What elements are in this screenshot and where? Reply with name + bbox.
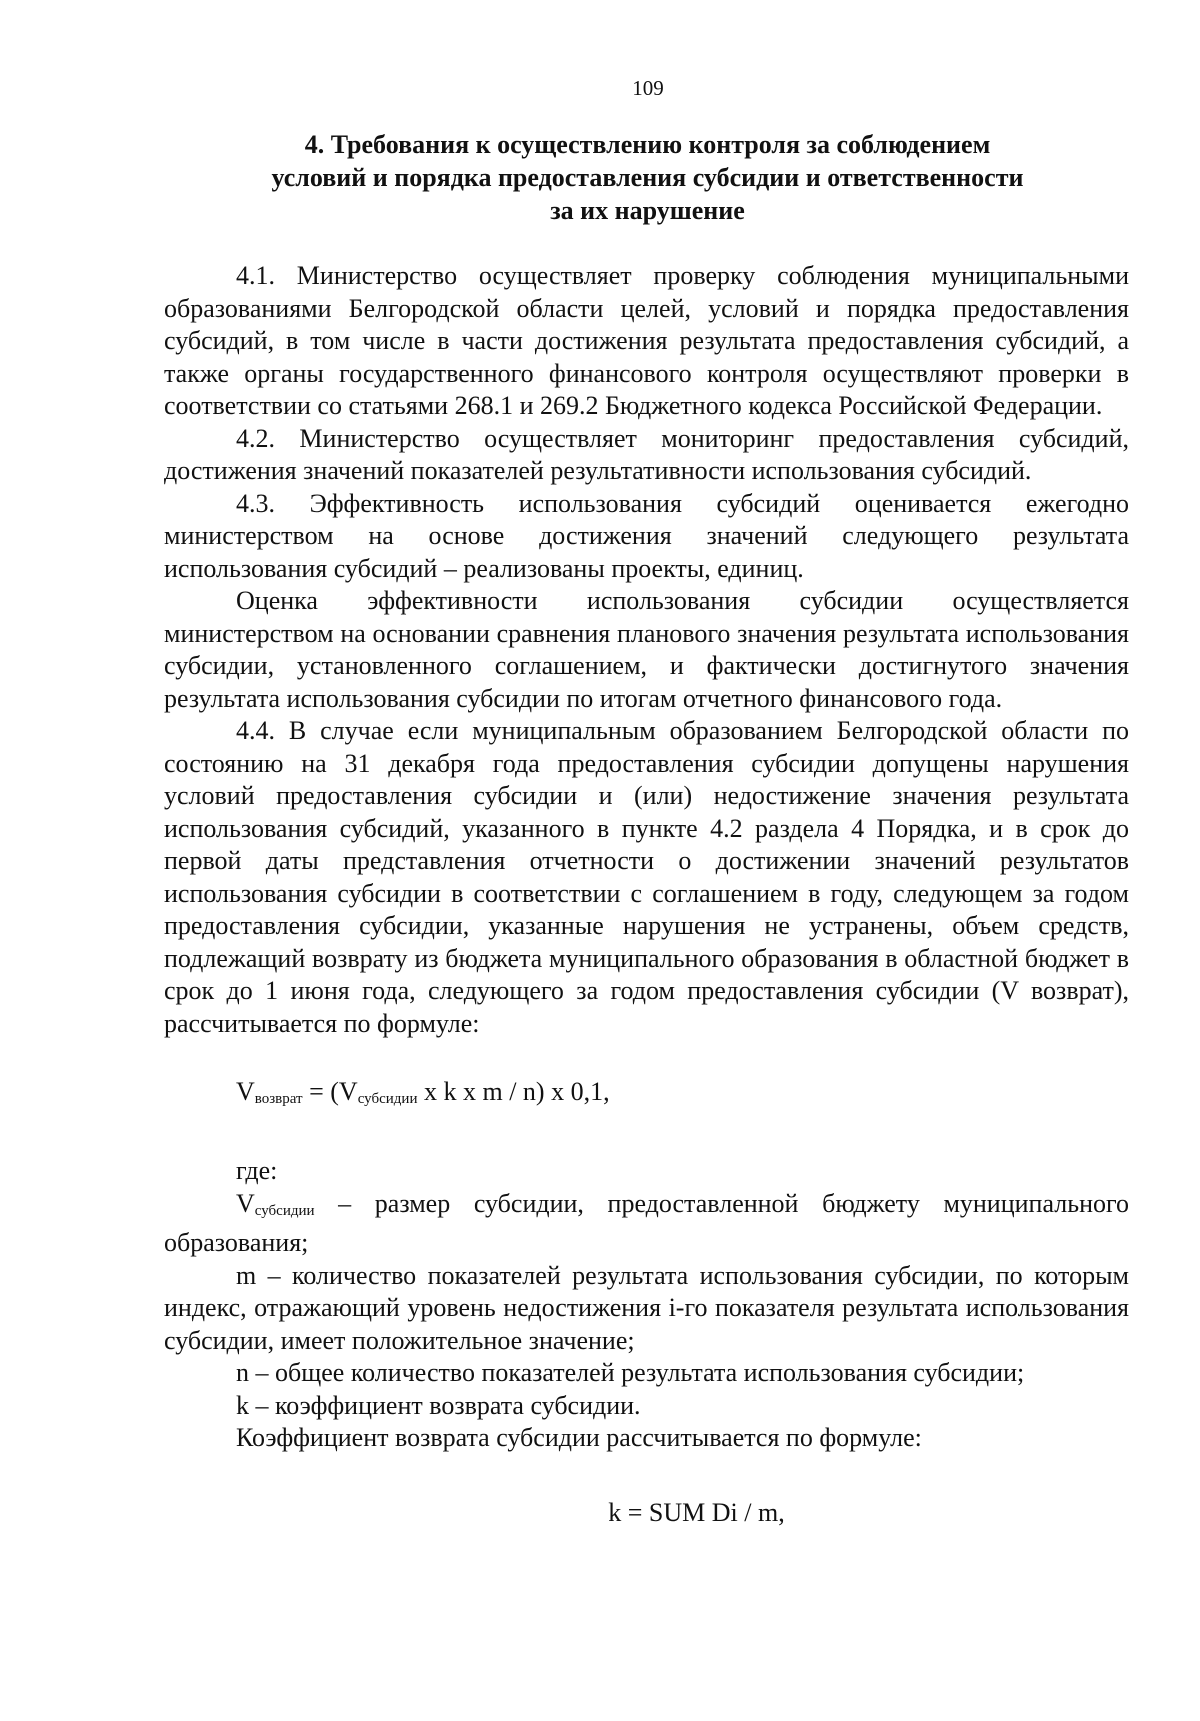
paragraph-4-1: 4.1. Министерство осуществляет проверку соблюдения муниципальными образованиями Белгородской области целей, условий и порядка предоставления субсидий, в том числе в части достижения результата предоставления субсидий, а также органы государственного финансового контроля осуществляют проверки в соответствии со статьями 268.1 и 269.2 Бюджетного кодекса Российской Федерации. <box>164 261 1129 420</box>
k-formula: k = SUM Di / m, <box>608 1497 785 1527</box>
formula-sub-return: возврат <box>254 1091 303 1107</box>
page-number: 109 <box>632 76 664 100</box>
definition-n: n – общее количество показателей результата использования субсидии; <box>236 1358 1025 1387</box>
section-heading <box>165 128 1130 227</box>
formula-rest: x k x m / n) x 0,1, <box>417 1077 610 1106</box>
definitions-list <box>164 1155 1129 1455</box>
where-label: где: <box>236 1156 278 1185</box>
formula-sub-subsidy: субсидии <box>357 1091 418 1107</box>
definition-v-subsidy <box>164 1188 1129 1260</box>
paragraph-4-4: 4.4. В случае если муниципальным образованием Белгородской области по состоянию на 31 декабря года предоставления субсидии допущены нарушения условий предоставления субсидии и (или) недостижение значения результата использования субсидий, указанного в пункте 4.2 раздела 4 Порядка, и в срок до первой даты представления отчетности о достижении значений результатов использования субсидии в соответствии с соглашением в году, следующем за годом предоставления субсидии, указанные нарушения не устранены, объем средств, подлежащий возврату из бюджета муниципального образования в областной бюджет в срок до 1 июня года, следующего за годом предоставления субсидии (V возврат), рассчитывается по формуле: <box>164 716 1129 1038</box>
heading-line-1: 4. Требования к осуществлению контроля за соблюдением <box>304 130 991 159</box>
paragraph-4-3-evaluation: Оценка эффективности использования субсидии осуществляется министерством на основании сравнения планового значения результата использования субсидии, установленного соглашением, и фактически достигнутого значения результата использования субсидии по итогам отчетного финансового года. <box>164 586 1129 713</box>
return-formula <box>236 1076 1129 1115</box>
def-v-text: – размер субсидии, предоставленной бюджету муниципального образования; <box>164 1188 1129 1257</box>
paragraph-4-2: 4.2. Министерство осуществляет мониторинг предоставления субсидий, достижения значений показателей результативности использования субсидий. <box>164 423 1129 485</box>
formula-eq-open: = (V <box>302 1077 358 1106</box>
def-v-symbol: V <box>236 1188 255 1218</box>
def-v-sub: субсидии <box>254 1202 315 1219</box>
definition-k: k – коэффициент возврата субсидии. <box>236 1390 641 1420</box>
heading-line-2: условий и порядка предоставления субсидии и ответственности <box>271 163 1024 192</box>
paragraph-4-3: 4.3. Эффективность использования субсидий оценивается ежегодно министерством на основе достижения значений следующего результата использования субсидий – реализованы проекты, единиц. <box>164 488 1129 583</box>
heading-line-3: за их нарушение <box>550 196 745 225</box>
k-formula-intro: Коэффициент возврата субсидии рассчитывается по формуле: <box>236 1423 922 1452</box>
definition-m: m – количество показателей результата использования субсидии, по которым индекс, отражающий уровень недостижения i-го показателя результата использования субсидии, имеет положительное значение; <box>164 1260 1129 1355</box>
formula-v: V <box>236 1077 255 1106</box>
document-body <box>164 260 1129 1529</box>
